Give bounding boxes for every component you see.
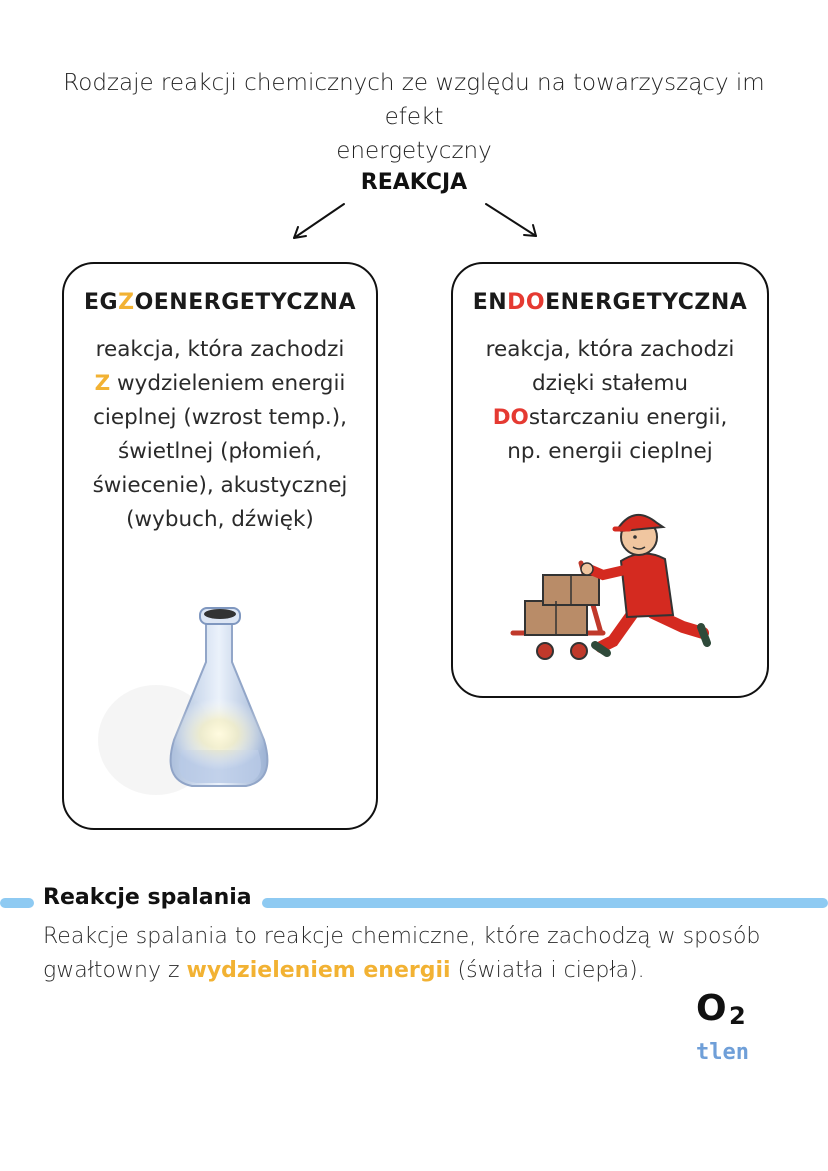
delivery-worker-icon — [503, 503, 723, 663]
arrow-right-icon — [480, 200, 544, 244]
flask-icon — [96, 590, 286, 810]
endoenergetic-description: reakcja, która zachodzi dzięki stałemu DOstarczaniu energii, np. energii cieplnej — [485, 337, 735, 464]
section-title: Reakcje spalania — [43, 885, 252, 910]
section-description: Reakcje spalania to reakcje chemiczne, które zachodzą w sposób gwałtowny z wydzieleniem energii (światła i ciepła). — [43, 924, 761, 983]
intro-text — [40, 66, 788, 168]
intro-line-1: Rodzaje reakcji chemicznych ze względu na towarzyszący im efekt — [63, 70, 765, 130]
reaction-root-label: REAKCJA — [360, 170, 468, 195]
oxygen-formula: O 2 — [696, 988, 746, 1030]
exoenergetic-title: EGZOENERGETYCZNA — [84, 290, 356, 315]
exoenergetic-description: reakcja, która zachodzi Z wydzieleniem energii cieplnej (wzrost temp.), świetlnej (płomień, świecenie), akustycznej (wybuch, dźwięk) — [92, 337, 348, 532]
oxygen-label: tlen — [696, 1040, 749, 1065]
section-divider-left — [0, 898, 34, 908]
intro-line-2: energetyczny — [336, 138, 492, 164]
endoenergetic-title: ENDOENERGETYCZNA — [472, 290, 748, 315]
section-divider-right — [262, 898, 828, 908]
arrow-left-icon — [286, 200, 350, 244]
